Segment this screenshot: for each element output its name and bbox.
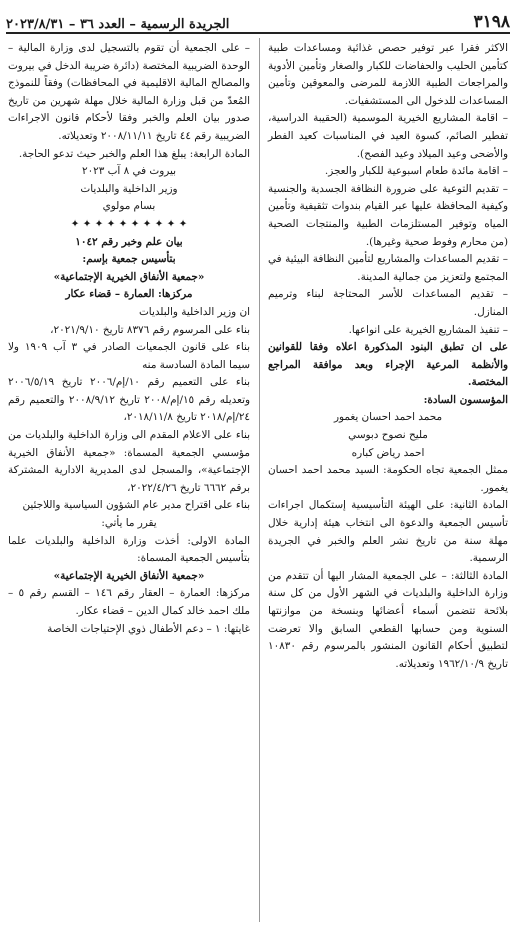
right-column-paragraph-3: – تقديم التوعية على ضرورة النظافة الجسدية والجنسية وكيفية المحافظة عليها عبر القيام بندوات تثقيفية وتأمين المياه وتوفير المستلزمات الطبية والمنتجات الصحية (من محارم وفوط صحية وغيرها). — [268, 182, 508, 248]
left-column-paragraph-5: ✦ ✦ ✦ ✦ ✦ ✦ ✦ ✦ ✦ ✦ — [70, 217, 188, 230]
header-rule — [6, 32, 510, 34]
left-column-paragraph-13: بناء على التعميم رقم ١٠/إم/٢٠٠٦ تاريخ ٢٠٠٦/٥/١٩ وتعديله رقم ١٥/إم/٢٠٠٨ تاريخ ٢٠٠٨/٩/١٢ والتعميم رقم ٢٤/إم/٢٠١٨ تاريخ ٢٠١٨/١١/٨، — [8, 376, 250, 424]
right-column-paragraph-1: – اقامة المشاريع الخيرية الموسمية (الحقيبة الدراسية، تفطير الصائم، كسوة العيد في المناسبات كعيد الفطر والأضحى وعيد الميلاد وعيد الفصح). — [268, 112, 508, 160]
right-column-paragraph-13: المادة الثانية: على الهيئة التأسيسية إستكمال اجراءات تأسيس الجمعية والدعوة الى انتخاب هيئة إدارية خلال مهلة سنة من تاريخ نشر العلم والخبر في الجريدة الرسمية. — [268, 499, 508, 565]
right-column-paragraph-0: الاكثر فقرا عبر توفير حصص غذائية ومساعدات طبية كتأمين الحليب والحفاضات للكبار والصغار وتأمين الأدوية والمراجعات الطبية اللازمة للمرضى والمعوقين وتأمين المساعدات للدخول الى المستشفيات. — [268, 42, 508, 107]
left-column-paragraph-18: «جمعية الأنفاق الخيرية الإجتماعية» — [53, 569, 205, 582]
page-header — [6, 6, 510, 32]
right-column-paragraph-14: المادة الثالثة: – على الجمعية المشار اليها أن تتقدم من وزارة الداخلية والبلديات في الشهر الأول من كل سنة بلائحة تتضمن أسماء أعضائها وبنسخة من موازنتها السنوية ومن حسابها القطعي السابق والا تعرضت لتطبيق أحكام القانون المنشور بالمرسوم رقم ١٠٨٣٠ تاريخ ١٩٦٢/١٠/٩ وتعديلاته. — [268, 569, 508, 670]
right-column-paragraph-8: المؤسسون السادة: — [423, 393, 508, 406]
left-column-paragraph-11: بناء على المرسوم رقم ٨٣٧٦ تاريخ ٢٠٢١/٩/١٠، — [50, 323, 250, 336]
left-column-paragraph-12: بناء على قانون الجمعيات الصادر في ٣ آب ١٩٠٩ ولا سيما المادة السادسة منه — [8, 341, 251, 371]
right-column — [268, 40, 508, 673]
page-number: ٣١٩٨ — [473, 12, 510, 32]
gazette-issue-line: الجريدة الرسمية – العدد ٣٦ – ٢٠٢٣/٨/٣١ — [6, 17, 230, 32]
left-column-paragraph-9: مركزها: العمارة – قضاء عكار — [65, 288, 193, 301]
left-column-paragraph-17: المادة الاولى: أخذت وزارة الداخلية والبلديات علما بتأسيس الجمعية المسماة: — [8, 534, 250, 565]
left-column-paragraph-0: – على الجمعية أن تقوم بالتسجيل لدى وزارة المالية – الوحدة الضريبية المختصة (دائرة ضريبة الدخل في بيروت والمصالح المالية الاقليمية في المحافظات) وفقاً للنموذج المُعدّ من قبل وزارة المالية خلال مهلة شهرين من تاريخ صدور بيان العلم والخبر وفقا لأحكام قانون الاجراءات الضريبية رقم ٤٤ تاريخ ٢٠٠٨/١١/١١ وتعديلاته. — [8, 42, 250, 142]
left-column-paragraph-4: بسام مولوي — [102, 200, 156, 213]
right-column-paragraph-11: احمد رياض كباره — [351, 446, 425, 459]
right-column-paragraph-12: ممثل الجمعية تجاه الحكومة: السيد محمد احمد احسان يغمور. — [268, 464, 508, 494]
left-column-paragraph-19: مركزها: العمارة – العقار رقم ١٤٦ – القسم رقم ٥ – ملك احمد خالد كمال الدين – قضاء عكار. — [8, 587, 250, 617]
left-column-paragraph-15: بناء على اقتراح مدير عام الشؤون السياسية واللاجئين — [22, 499, 250, 512]
right-column-paragraph-2: – اقامة مائدة طعام اسبوعية للكبار والعجز. — [324, 165, 508, 178]
right-column-paragraph-9: محمد احمد احسان يغمور — [333, 411, 443, 424]
left-column-paragraph-10: ان وزير الداخلية والبلديات — [139, 305, 250, 318]
left-column-paragraph-7: بتأسيس جمعية بإسم: — [82, 253, 176, 266]
right-column-paragraph-7: على ان تطبق البنود المذكورة اعلاه وفقا للقوانين والأنظمة المرعية الإجراء وبعد موافقة المراجع المختصة. — [268, 341, 508, 389]
left-column-paragraph-20: غايتها: ١ – دعم الأطفال ذوي الإحتياجات الخاصة — [47, 622, 250, 635]
left-column-paragraph-14: بناء على الاعلام المقدم الى وزارة الداخلية والبلديات من مؤسسي الجمعية المسماة: «جمعية الأنفاق الخيرية الإجتماعية»، والمسجل لدى المديرية الادارية المشتركة برقم ٦٦٦٢ تاريخ ٢٠٢٢/٤/٢٦، — [8, 429, 250, 494]
left-column-paragraph-2: بيروت في ٨ آب ٢٠٢٣ — [82, 165, 176, 178]
left-column-paragraph-8: «جمعية الأنفاق الخيرية الإجتماعية» — [53, 270, 205, 283]
right-column-paragraph-5: – تقديم المساعدات للأسر المحتاجة لبناء وترميم المنازل. — [268, 288, 508, 318]
left-column-paragraph-3: وزير الداخلية والبلديات — [80, 182, 178, 195]
right-column-paragraph-10: مليح نصوح دبوسي — [348, 429, 428, 442]
column-divider — [259, 38, 260, 922]
left-column — [8, 40, 250, 638]
left-column-paragraph-1: المادة الرابعة: يبلغ هذا العلم والخبر حيث تدعو الحاجة. — [18, 147, 250, 160]
left-column-paragraph-16: يقرر ما يأتي: — [101, 517, 157, 530]
left-column-paragraph-6: بيان علم وخبر رقم ١٠٤٢ — [75, 235, 183, 248]
right-column-paragraph-4: – تقديم المساعدات والمشاريع لتأمين النظافة البيئية في المجتمع ولتعزيز من جمالية المدينة. — [268, 253, 508, 283]
right-column-paragraph-6: – تنفيذ المشاريع الخيرية على انواعها. — [348, 323, 508, 336]
